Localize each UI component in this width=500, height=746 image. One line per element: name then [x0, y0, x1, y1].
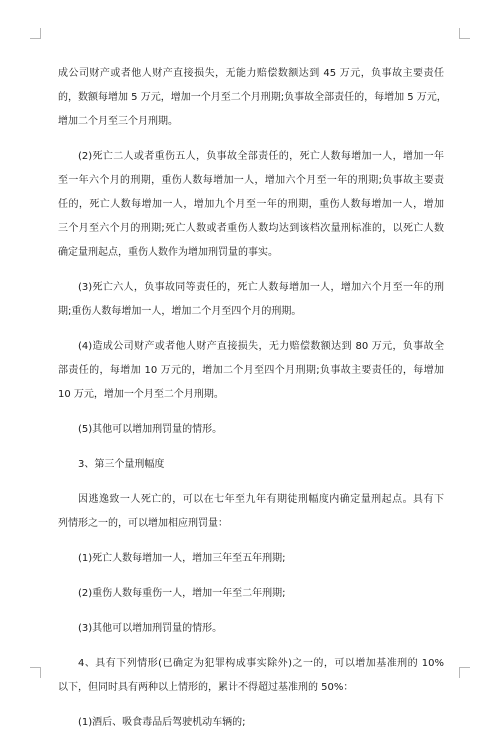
text-line: 因逃逸致一人死亡的，可以在七年至九年有期徒刑幅度内确定量刑起点。具有下: [78, 494, 444, 505]
paragraph: [58, 62, 447, 134]
text-line: 三个月至六个月的刑期;死亡人数或者重伤人数均达到该档次量刑标准的，以死亡人数: [58, 223, 444, 234]
paragraph: [58, 711, 444, 735]
text-line: 的，数额每增加 5 万元，增加一个月至二个月刑期;负事故全部责任的，每增加 5 万元，: [58, 92, 447, 103]
text-line: (1)死亡人数每增加一人，增加三年至五年刑期;: [78, 553, 286, 564]
paragraph: [58, 617, 444, 641]
text-line: 3、第三个量刑幅度: [78, 459, 165, 470]
paragraph: [58, 418, 444, 442]
text-line: 以下，但同时具有两种以上情形的，累计不得超过基准刑的 50%：: [58, 682, 354, 693]
text-line: 增加二个月至三个月刑期。: [58, 116, 178, 127]
paragraph: [58, 276, 444, 324]
text-line: 确定量刑起点，重伤人数作为增加刑罚量的事实。: [58, 247, 278, 258]
crop-mark-bottom-left: [30, 667, 41, 678]
text-line: 成公司财产或者他人财产直接损失，无能力赔偿数额达到 45 万元，负事故主要责任: [58, 68, 444, 79]
text-line: (1)酒后、吸食毒品后驾驶机动车辆的;: [78, 717, 246, 728]
text-line: 部责任的，每增加 10 万元的，增加二个月至四个月刑期;负事故主要责任的，每增加: [58, 365, 444, 376]
text-line: 至一年六个月的刑期，重伤人数每增加一人，增加六个月至一年的刑期;负事故主要责: [58, 175, 444, 186]
paragraph: [58, 547, 444, 571]
text-line: 期;重伤人数每增加一人，增加二个月至四个月的刑期。: [58, 306, 302, 317]
text-line: (2)重伤人数每重伤一人，增加一年至二年刑期;: [78, 588, 286, 599]
document-body: [58, 62, 447, 746]
text-line: (3)其他可以增加刑罚量的情形。: [78, 623, 223, 634]
crop-mark-top-right: [459, 28, 470, 39]
text-line: (5)其他可以增加刑罚量的情形。: [78, 424, 223, 435]
paragraph: [58, 145, 444, 265]
text-line: 4、具有下列情形(已确定为犯罪构成事实除外)之一的，可以增加基准刑的 10%: [78, 658, 444, 669]
crop-mark-top-left: [30, 28, 41, 39]
text-line: 列情形之一的，可以增加相应刑罚量：: [58, 518, 228, 529]
paragraph: [58, 652, 444, 700]
paragraph: [58, 453, 444, 477]
text-line: (2)死亡二人或者重伤五人，负事故全部责任的，死亡人数每增加一人，增加一年: [78, 151, 444, 162]
text-line: (4)造成公司财产或者他人财产直接损失，无力赔偿数额达到 80 万元，负事故全: [78, 341, 444, 352]
text-line: (3)死亡六人，负事故同等责任的，死亡人数每增加一人，增加六个月至一年的刑: [78, 282, 444, 293]
paragraph: [58, 488, 444, 536]
paragraph: [58, 582, 444, 606]
paragraph: [58, 335, 444, 407]
text-line: 10 万元，增加一个月至二个月刑期。: [58, 389, 224, 400]
text-line: 任的，死亡人数每增加一人，增加九个月至一年的刑期，重伤人数每增加一人，增加: [58, 199, 444, 210]
crop-mark-bottom-right: [459, 667, 470, 678]
